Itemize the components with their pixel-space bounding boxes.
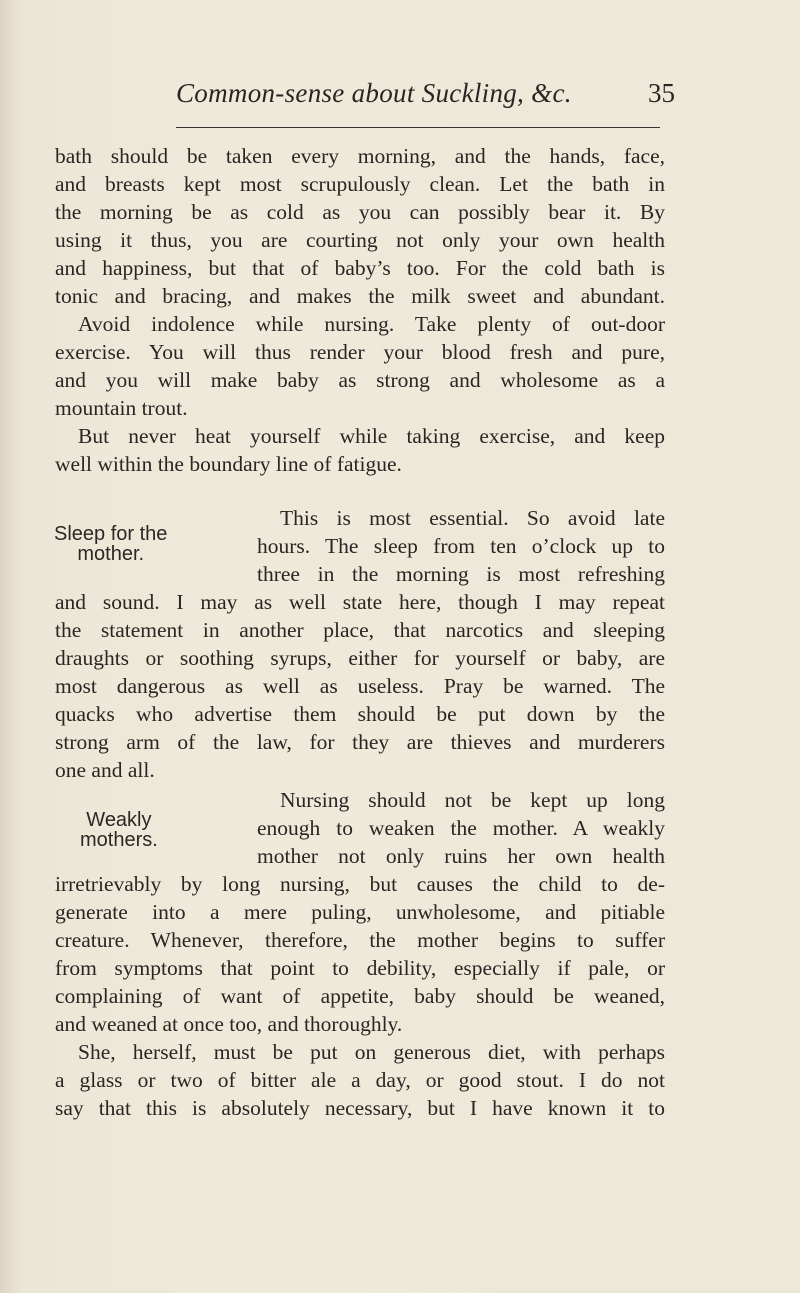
text-line: generate into a mere puling, unwholesome, and pitiable [55, 900, 665, 924]
text-line: Avoid indolence while nursing. Take plenty of out-door [78, 312, 665, 336]
text-line: mother not only ruins her own health [257, 844, 665, 868]
text-line: quacks who advertise them should be put down by the [55, 702, 665, 726]
text-line: and breasts kept most scrupulously clean. Let the bath in [55, 172, 665, 196]
text-line: strong arm of the law, for they are thieves and murderers [55, 730, 665, 754]
text-line: one and all. [55, 758, 155, 782]
text-line: complaining of want of appetite, baby should be weaned, [55, 984, 665, 1008]
running-head: Common-sense about Suckling, &c. [176, 78, 572, 108]
text-line: and weaned at once too, and thoroughly. [55, 1012, 403, 1036]
sidenote-line: Sleep for the [54, 523, 168, 545]
text-line: Nursing should not be kept up long [280, 788, 665, 812]
text-line: creature. Whenever, therefore, the mother begins to suffer [55, 928, 665, 952]
text-line: three in the morning is most refreshing [257, 562, 665, 586]
text-line: draughts or soothing syrups, either for yourself or baby, are [55, 646, 665, 670]
text-line: She, herself, must be put on generous diet, with perhaps [78, 1040, 665, 1064]
text-line: exercise. You will thus render your blood fresh and pure, [55, 340, 665, 364]
text-line: bath should be taken every morning, and the hands, face, [55, 144, 665, 168]
text-line: This is most essential. So avoid late [280, 506, 665, 530]
page-header [0, 78, 800, 118]
sidenote-line: Weakly [86, 809, 152, 831]
header-rule [176, 127, 660, 128]
sidenote-line: mothers. [80, 829, 158, 851]
text-line: and happiness, but that of baby’s too. For the cold bath is [55, 256, 665, 280]
text-line: say that this is absolutely necessary, but I have known it to [55, 1096, 665, 1120]
text-line: But never heat yourself while taking exercise, and keep [78, 424, 665, 448]
text-line: the statement in another place, that narcotics and sleeping [55, 618, 665, 642]
text-line: mountain trout. [55, 396, 188, 420]
text-line: the morning be as cold as you can possibly bear it. By [55, 200, 665, 224]
sidenote-sleep-for-the-mother [54, 524, 167, 564]
text-line: enough to weaken the mother. A weakly [257, 816, 665, 840]
text-line: tonic and bracing, and makes the milk sweet and abundant. [55, 284, 665, 308]
text-line: and sound. I may as well state here, though I may repeat [55, 590, 665, 614]
text-line: using it thus, you are courting not only your own health [55, 228, 665, 252]
page-number: 35 [648, 78, 675, 108]
text-line: irretrievably by long nursing, but causes the child to de- [55, 872, 665, 896]
sidenote-line: mother. [77, 543, 145, 565]
text-line: hours. The sleep from ten o’clock up to [257, 534, 665, 558]
text-line: well within the boundary line of fatigue. [55, 452, 402, 476]
text-line: from symptoms that point to debility, especially if pale, or [55, 956, 665, 980]
sidenote-weakly-mothers [80, 810, 158, 850]
text-line: a glass or two of bitter ale a day, or good stout. I do not [55, 1068, 665, 1092]
text-line: most dangerous as well as useless. Pray be warned. The [55, 674, 665, 698]
text-line: and you will make baby as strong and wholesome as a [55, 368, 665, 392]
